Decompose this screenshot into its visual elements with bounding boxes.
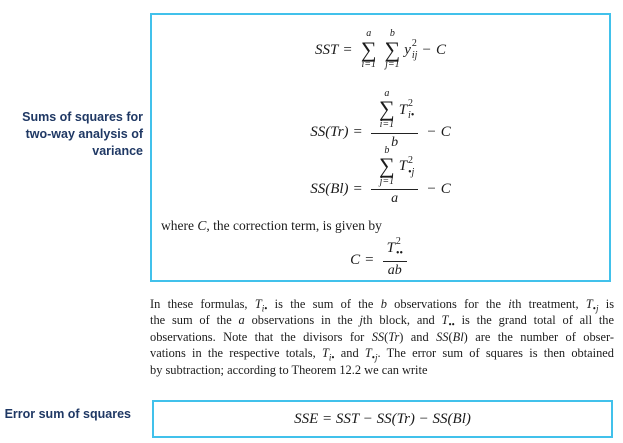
fraction — [371, 89, 418, 152]
margin-label-line-3: variance — [92, 144, 143, 158]
summation-over-i — [361, 29, 377, 71]
variable-T: T — [386, 239, 395, 256]
formula-correction-term — [152, 238, 609, 282]
margin-label-error-sum-of-squares: Error sum of squares — [4, 407, 131, 421]
sup-sub-stack — [408, 98, 414, 121]
minus-sign: − — [427, 123, 436, 140]
fraction-denominator: ab — [383, 261, 407, 280]
subscript: •j — [408, 166, 415, 178]
subscript: •• — [395, 247, 403, 259]
correction-term-symbol: C — [440, 123, 451, 140]
superscript: 2 — [408, 98, 414, 110]
fraction-denominator: a — [371, 189, 418, 208]
where-correction-text: where C, the correction term, is given by — [161, 218, 382, 234]
sum-upper-limit: a — [384, 87, 390, 99]
fraction-denominator: b — [371, 133, 418, 152]
sum-lower-limit: j=1 — [385, 59, 400, 71]
variable-T: T — [398, 158, 408, 175]
sum-lower-limit: j=1 — [379, 175, 395, 187]
sup-sub-stack — [408, 155, 414, 178]
sum-lower-limit: i=1 — [361, 59, 376, 71]
paragraph-line-1: In these formulas, $T_{i•}$ is the sum of the b observations for the ith treatment, $T_{•j}$ is — [150, 297, 615, 314]
fraction-numerator — [383, 236, 407, 261]
sstr-lhs: SS(Tr) — [310, 123, 349, 140]
minus-sign: − — [427, 180, 436, 197]
summation-over-j — [385, 29, 401, 71]
summation-over-j — [379, 146, 395, 188]
formula-ss-block — [152, 144, 609, 221]
superscript: 2 — [395, 236, 401, 248]
equals-sign: = — [365, 251, 374, 268]
margin-label-line-2: two-way analysis of — [25, 127, 143, 141]
margin-label-line-1: Sums of squares for — [22, 110, 143, 124]
sst-lhs: SST — [315, 41, 339, 58]
sigma-icon: ∑ — [360, 36, 377, 62]
formula-sst — [152, 29, 609, 71]
fraction-numerator — [371, 146, 418, 190]
sigma-icon: ∑ — [379, 96, 395, 122]
sigma-icon: ∑ — [379, 153, 395, 179]
ssbl-lhs: SS(Bl) — [310, 180, 349, 197]
sum-upper-limit: b — [384, 144, 390, 156]
margin-label-sums-of-squares — [4, 109, 143, 160]
sup-sub-stack — [396, 236, 403, 259]
subscript: ij — [411, 49, 418, 61]
formula-box-sums-of-squares — [150, 13, 611, 282]
superscript: 2 — [411, 38, 417, 50]
sum-upper-limit: b — [389, 28, 395, 39]
variable-y: y — [404, 41, 411, 58]
fraction — [383, 236, 407, 280]
paragraph-line-3: observations. Note that the divisors for SS(Tr) and SS(Bl) are the number of obser- — [150, 329, 614, 344]
sigma-icon: ∑ — [384, 36, 401, 62]
sum-lower-limit: i=1 — [379, 119, 395, 131]
minus-sign: − — [422, 41, 431, 58]
corr-lhs: C — [350, 251, 361, 268]
subscript: i• — [408, 109, 415, 121]
paragraph-line-2: the sum of the a observations in the jth block, and $T_{••}$ is the grand total of all the — [150, 313, 614, 330]
paragraph-line-4: vations in the respective totals, $T_{i•}$ and $T_{•j}$. The error sum of squares is then obtained — [150, 346, 614, 363]
sum-upper-limit: a — [366, 28, 372, 39]
equals-sign: = — [353, 123, 362, 140]
formula-box-sse — [152, 400, 613, 438]
equals-sign: = — [343, 41, 352, 58]
fraction — [371, 146, 418, 209]
variable-T: T — [398, 101, 408, 118]
paragraph-line-5: by subtraction; according to Theorem 12.2 we can write — [150, 362, 428, 377]
superscript: 2 — [408, 155, 414, 167]
correction-term-symbol: C — [440, 180, 451, 197]
fraction-numerator — [371, 89, 418, 133]
correction-term-symbol: C — [435, 41, 446, 58]
equals-sign: = — [353, 180, 362, 197]
formula-sse: SSE = SST − SS(Tr) − SS(Bl) — [294, 410, 471, 427]
body-paragraph — [150, 296, 614, 378]
summation-over-i — [379, 89, 395, 131]
